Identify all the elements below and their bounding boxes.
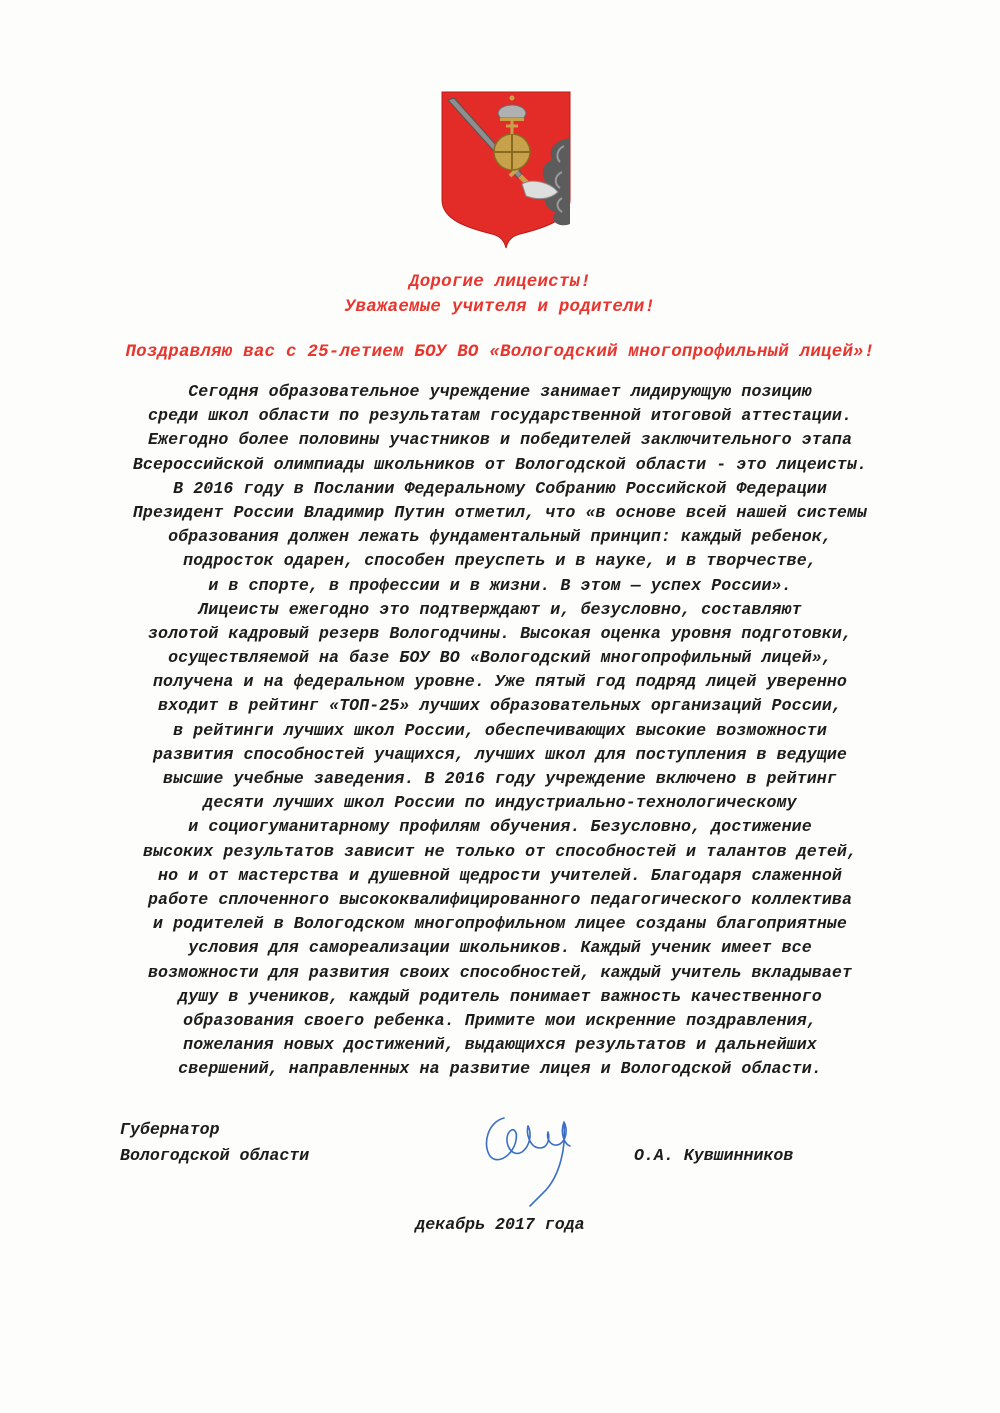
body-line: Всероссийской олимпиады школьников от Вологодской области - это лицеисты. — [132, 454, 868, 474]
signatory-name: О.А. Кувшинников — [634, 1146, 794, 1165]
body-line: развития способностей учащихся, лучших школ для поступления в ведущие — [153, 744, 847, 764]
body-line: Ежегодно более половины участников и победителей заключительного этапа — [147, 430, 853, 450]
signatory-title — [120, 1117, 309, 1169]
handwritten-signature — [474, 1104, 584, 1208]
body-line: и родителей в Вологодском многопрофильном лицее созданы благоприятные — [153, 914, 847, 934]
body-line: Сегодня образовательное учреждение занимает лидирующую позицию — [188, 382, 812, 401]
body-line: образования должен лежать фундаментальный принцип: каждый ребенок, — [168, 527, 832, 547]
body-line: условия для самореализации школьников. Каждый ученик имеет все — [188, 938, 812, 958]
body-line: получена и на федеральном уровне. Уже пятый год подряд лицей уверенно — [153, 672, 847, 692]
body-line: Президент России Владимир Путин отметил, что «в основе всей нашей системы — [132, 502, 868, 522]
body-line: и в спорте, в профессии и в жизни. В этом — успех России». — [208, 575, 792, 595]
body-line: десяти лучших школ России по индустриально-технологическому — [203, 793, 797, 813]
body-line: пожелания новых достижений, выдающихся результатов и дальнейших — [183, 1035, 817, 1055]
body-line: В 2016 году в Послании Федеральному Собранию Российской Федерации — [173, 478, 827, 498]
coat-of-arms-icon — [436, 88, 576, 250]
signatory-title-line1: Губернатор — [120, 1120, 220, 1139]
body-line: золотой кадровый резерв Вологодчины. Высокая оценка уровня подготовки, — [147, 623, 853, 643]
greeting-lyceum-students: Дорогие лицеисты! — [409, 272, 591, 292]
body-line: в рейтинги лучших школ России, обеспечивающих высокие возможности — [173, 720, 827, 740]
body-line: свершений, направленных на развитие лицея и Вологодской области. — [178, 1059, 822, 1079]
greeting-teachers-parents: Уважаемые учителя и родители! — [344, 297, 656, 317]
body-line: образования своего ребенка. Примите мои искренние поздравления, — [183, 1010, 817, 1030]
body-line: работе сплоченного высококвалифицированного педагогического коллектива — [147, 889, 853, 909]
body-line: подросток одарен, способен преуспеть и в науке, и в творчестве, — [183, 551, 817, 571]
body-line: осуществляемой на базе БОУ ВО «Вологодский многопрофильный лицей», — [168, 648, 832, 668]
letter-body — [60, 380, 940, 1081]
body-line: высшие учебные заведения. В 2016 году учреждение включено в рейтинг — [163, 769, 837, 788]
body-line: но и от мастерства и душевной щедрости учителей. Благодаря слаженной — [158, 865, 842, 885]
body-line: высоких результатов зависит не только от способностей и талантов детей, — [142, 841, 858, 861]
congratulation-heading: Поздравляю вас с 25-летием БОУ ВО «Вологодский многопрофильный лицей»! — [125, 342, 875, 362]
body-line: Лицеисты ежегодно это подтверждают и, безусловно, составляют — [198, 599, 802, 619]
body-line: душу в учеников, каждый родитель понимает важность качественного — [178, 986, 822, 1006]
body-line: и социогуманитарному профилям обучения. Безусловно, достижение — [188, 817, 812, 837]
body-line: возможности для развития своих способностей, каждый учитель вкладывает — [147, 962, 853, 982]
signatory-title-line2: Вологодской области — [120, 1146, 310, 1165]
body-line: среди школ области по результатам государственной итоговой аттестации. — [147, 406, 853, 426]
letter-date: декабрь 2017 года — [415, 1215, 585, 1234]
body-line: входит в рейтинг «ТОП-25» лучших образовательных организаций России, — [158, 696, 842, 716]
